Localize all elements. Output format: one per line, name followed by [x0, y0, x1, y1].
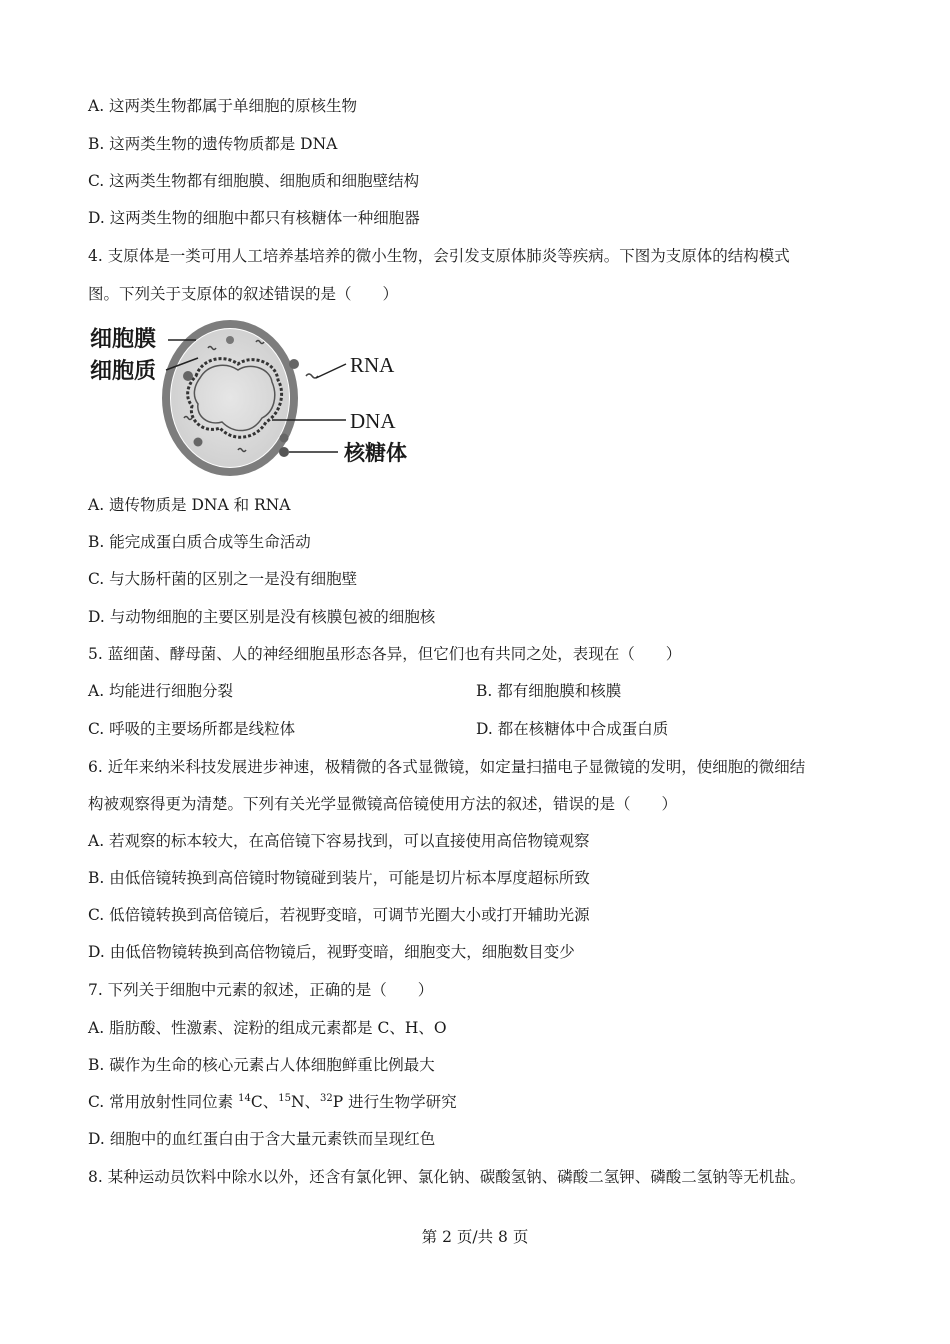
- mycoplasma-structure-figure: [88, 318, 428, 478]
- q3-option-c: C. 这两类生物都有细胞膜、细胞质和细胞壁结构: [88, 172, 420, 190]
- q5-option-d: D. 都在核糖体中合成蛋白质: [476, 720, 669, 738]
- q4-stem-line2: 图。下列关于支原体的叙述错误的是（ ）: [88, 285, 399, 303]
- q6-stem-line2: 构被观察得更为清楚。下列有关光学显微镜高倍镜使用方法的叙述，错误的是（ ）: [88, 795, 678, 813]
- q5-option-b: B. 都有细胞膜和核膜: [476, 682, 622, 700]
- q7-option-c: [88, 1092, 457, 1112]
- isotope-element-n: N、: [290, 1093, 321, 1111]
- label-cytoplasm: 细胞质: [90, 359, 157, 384]
- q8-stem: 8. 某种运动员饮料中除水以外，还含有氯化钾、氯化钠、碳酸氢钠、磷酸二氢钾、磷酸二氢钠等无机盐。: [88, 1168, 806, 1186]
- q5-stem: 5. 蓝细菌、酵母菌、人的神经细胞虽形态各异，但它们也有共同之处，表现在（ ）: [88, 645, 682, 663]
- q4-option-a: A. 遗传物质是 DNA 和 RNA: [88, 496, 291, 514]
- page-footer: 第 2 页/共 8 页: [421, 1228, 529, 1246]
- q6-option-c: C. 低倍镜转换到高倍镜后，若视野变暗，可调节光圈大小或打开辅助光源: [88, 906, 590, 924]
- q7-option-c-prefix: C. 常用放射性同位素: [88, 1093, 239, 1111]
- ribosome-shape: [183, 371, 193, 381]
- isotope-element-c: C、: [250, 1093, 279, 1111]
- q3-option-b: B. 这两类生物的遗传物质都是 DNA: [88, 135, 338, 153]
- q6-stem-line1: 6. 近年来纳米科技发展进步神速，极精微的各式显微镜，如定量扫描电子显微镜的发明，使细胞的微细结: [88, 758, 806, 776]
- q7-option-a: A. 脂肪酸、性激素、淀粉的组成元素都是 C、H、O: [88, 1019, 447, 1037]
- isotope-element-p: P 进行生物学研究: [332, 1093, 457, 1111]
- q3-option-d: D. 这两类生物的细胞中都只有核糖体一种细胞器: [88, 209, 420, 227]
- q6-option-b: B. 由低倍镜转换到高倍镜时物镜碰到装片，可能是切片标本厚度超标所致: [88, 869, 590, 887]
- label-cell-membrane: 细胞膜: [90, 327, 157, 352]
- label-dna: DNA: [350, 409, 396, 433]
- isotope-mass-32: 32: [320, 1092, 333, 1104]
- q4-stem-line1: 4. 支原体是一类可用人工培养基培养的微小生物，会引发支原体肺炎等疾病。下图为支原体的结构模式: [88, 247, 790, 265]
- q4-option-b: B. 能完成蛋白质合成等生命活动: [88, 533, 311, 551]
- q3-option-a: A. 这两类生物都属于单细胞的原核生物: [88, 97, 358, 115]
- q4-option-d: D. 与动物细胞的主要区别是没有核膜包被的细胞核: [88, 608, 436, 626]
- q4-option-c: C. 与大肠杆菌的区别之一是没有细胞壁: [88, 570, 358, 588]
- q7-option-b: B. 碳作为生命的核心元素占人体细胞鲜重比例最大: [88, 1056, 435, 1074]
- mycoplasma-diagram: [88, 318, 428, 478]
- q6-option-a: A. 若观察的标本较大，在高倍镜下容易找到，可以直接使用高倍物镜观察: [88, 832, 590, 850]
- label-ribosome: 核糖体: [344, 441, 407, 465]
- q5-option-c: C. 呼吸的主要场所都是线粒体: [88, 720, 296, 738]
- isotope-mass-14: 14: [238, 1092, 251, 1104]
- q5-option-a: A. 均能进行细胞分裂: [88, 682, 234, 700]
- q6-option-d: D. 由低倍物镜转换到高倍物镜后，视野变暗，细胞变大，细胞数目变少: [88, 943, 575, 961]
- isotope-mass-15: 15: [278, 1092, 291, 1104]
- q7-stem: 7. 下列关于细胞中元素的叙述，正确的是（ ）: [88, 981, 434, 999]
- q7-option-d: D. 细胞中的血红蛋白由于含大量元素铁而呈现红色: [88, 1130, 436, 1148]
- label-rna: RNA: [350, 353, 395, 377]
